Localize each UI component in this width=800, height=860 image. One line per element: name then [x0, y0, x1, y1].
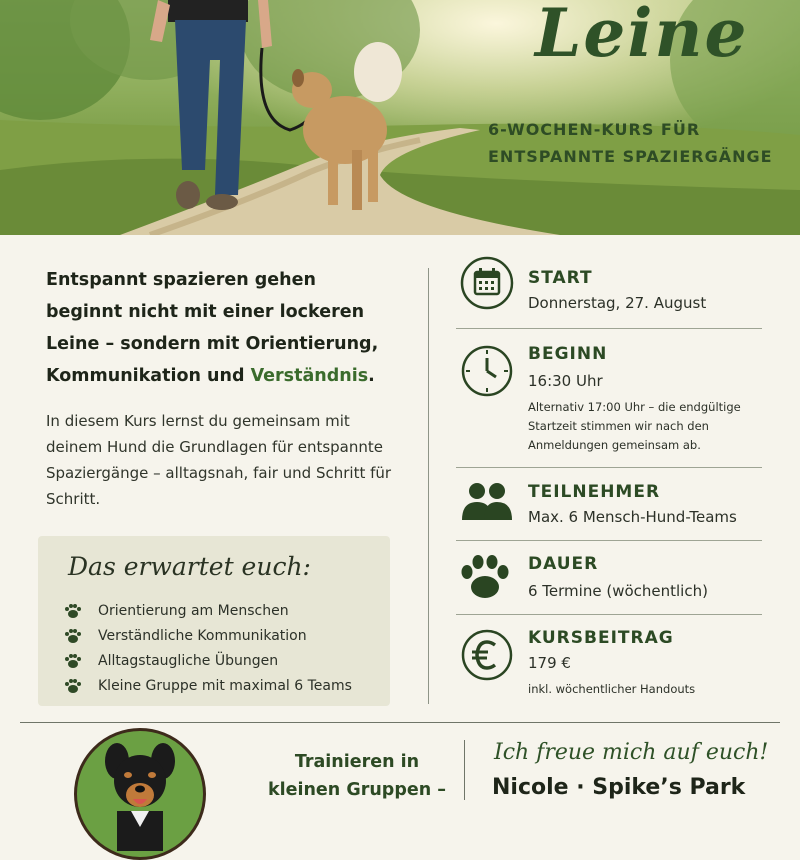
paw-icon [64, 628, 82, 644]
course-description: In diesem Kurs lernst du gemeinsam mit deinem Hund die Grundlagen für entspannte Spaziergänge – alltagsnah, fair und Schritt für Schritt. [46, 412, 392, 508]
beginn-value: 16:30 Uhr [528, 372, 603, 390]
euro-icon [460, 628, 514, 682]
paw-icon [64, 653, 82, 669]
list-item-text: Kleine Gruppe mit maximal 6 Teams [98, 677, 352, 694]
expectations-panel [38, 536, 390, 706]
kursbeitrag-label: KURSBEITRAG [528, 628, 674, 648]
train-line-2: kleinen Gruppen – [267, 780, 447, 800]
list-item [64, 673, 352, 698]
column-divider [428, 268, 429, 704]
logo-badge [74, 728, 206, 860]
paw-icon [460, 554, 510, 600]
divider [456, 540, 762, 541]
list-item [64, 623, 352, 648]
list-item-text: Alltagstaugliche Übungen [98, 652, 279, 669]
info-dauer [456, 554, 762, 604]
expectations-list [64, 598, 352, 698]
paw-icon [64, 603, 82, 619]
start-value: Donnerstag, 27. August [528, 294, 707, 312]
hero-image [0, 0, 800, 235]
people-icon [460, 480, 514, 524]
list-item-text: Verständliche Kommunikation [98, 627, 307, 644]
expectations-heading: Das erwartet euch: [68, 552, 311, 581]
teilnehmer-label: TEILNEHMER [528, 482, 661, 502]
divider [456, 614, 762, 615]
beginn-label: BEGINN [528, 344, 608, 364]
clock-icon [460, 344, 514, 398]
info-beginn [456, 344, 762, 454]
intro-accent-word: Verständnis [250, 366, 369, 386]
hero-subtitle [488, 116, 773, 170]
list-item [64, 598, 352, 623]
list-item-text: Orientierung am Menschen [98, 602, 289, 619]
footer-column-divider [464, 740, 465, 800]
hero-subtitle-line-2: ENTSPANNTE SPAZIERGÄNGE [488, 147, 773, 166]
dauer-label: DAUER [528, 554, 599, 574]
train-line-1: Trainieren in [294, 752, 420, 772]
calendar-icon [460, 256, 514, 310]
dog-logo-icon [77, 731, 203, 857]
hero-title: Leine [535, 0, 749, 72]
paw-icon [64, 678, 82, 694]
footer-divider [20, 722, 780, 723]
beginn-note: Alternativ 17:00 Uhr – die endgültige Startzeit stimmen wir nach den Anmeldungen gemeinsam ab. [528, 400, 741, 452]
info-start [456, 256, 762, 316]
intro-text [46, 264, 396, 392]
kursbeitrag-note: inkl. wöchentlicher Handouts [528, 682, 696, 696]
start-label: START [528, 268, 593, 288]
dauer-value: 6 Termine (wöchentlich) [528, 582, 708, 600]
hero-subtitle-line-1: 6-WOCHEN-KURS FÜR [488, 120, 701, 139]
list-item [64, 648, 352, 673]
divider [456, 467, 762, 468]
info-kursbeitrag [456, 628, 762, 698]
greeting: Ich freue mich auf euch! [494, 740, 769, 765]
intro-text-main: Entspannt spazieren gehen beginnt nicht mit einer lockeren Leine – sondern mit Orientierung, Kommunikation und [46, 270, 379, 386]
info-teilnehmer [456, 480, 762, 530]
signature: Nicole · Spike’s Park [492, 775, 746, 800]
train-text [252, 748, 462, 804]
kursbeitrag-value: 179 € [528, 654, 571, 672]
intro-period: . [368, 366, 375, 386]
teilnehmer-value: Max. 6 Mensch-Hund-Teams [528, 508, 737, 526]
divider [456, 328, 762, 329]
